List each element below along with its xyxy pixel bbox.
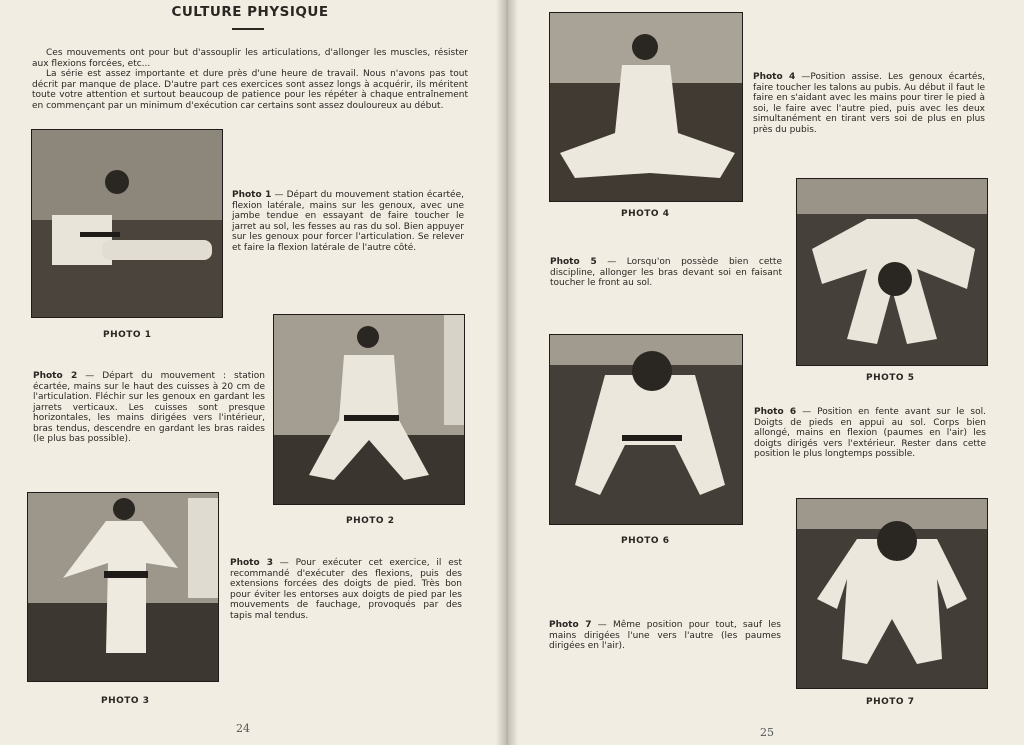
photo-4-image bbox=[549, 12, 743, 202]
intro-paragraph-2: La série est assez importante et dure près d'une heure de travail. Nous n'avons pas tout décrit par manque de place. D'autre part ces exercices sont assez longs à acquérir, ils méritent toute votre attention et surtout beaucoup de patience pour les répéter à chaque entraînement en commençant par un minimum d'exécution car certains sont assez douloureux au début. bbox=[32, 69, 468, 111]
photo-1-text: — Départ du mouvement station écartée, flexion latérale, mains sur les genoux, avec une jambe tendue en essayant de faire toucher le jarret au sol, les fesses au ras du sol. Bien appuyer sur les genoux pour forcer l'articulation. Se relever et faire la flexion latérale de l'autre côté. bbox=[232, 190, 464, 253]
photo-7-image bbox=[796, 498, 988, 689]
photo-2-lead: Photo 2 bbox=[33, 371, 78, 381]
photo-6-image bbox=[549, 334, 743, 525]
photo-3-image bbox=[27, 492, 219, 682]
photo-4-text: —Position assise. Les genoux écartés, faire toucher les talons au pubis. Au début il faut le faire en s'aidant avec les mains pour tirer le pied à soi, le faire avec l'autre pied, puis avec les deux simultanément en tirant vers soi de plus en plus près du pubis. bbox=[753, 72, 985, 135]
photo-1-image bbox=[31, 129, 223, 318]
page-number-left: 24 bbox=[236, 722, 250, 735]
intro-text bbox=[32, 48, 468, 111]
photo-1-lead: Photo 1 bbox=[232, 190, 272, 200]
photo-2-text: — Départ du mouvement : station écartée, mains sur le haut des cuisses à 20 cm de l'articulation. Fléchir sur les genoux en gardant les jarrets verticaux. Les cuisses sont presque horizontales, les mains dirigées vers l'intérieur, bras tendus, descendre en gardant les bras raides (le plus bas possible). bbox=[33, 371, 265, 444]
page-title: CULTURE PHYSIQUE bbox=[171, 4, 329, 20]
photo-7-description bbox=[549, 620, 781, 652]
photo-3-lead: Photo 3 bbox=[230, 558, 273, 568]
photo-1-caption: PHOTO 1 bbox=[103, 330, 152, 340]
page-number-right: 25 bbox=[760, 726, 774, 739]
photo-6-text: — Position en fente avant sur le sol. Doigts de pieds en appui au sol. Corps bien allongé, mains en flexion (paumes en l'air) les doigts dirigés vers l'extérieur. Rester dans cette position le plus longtemps possible. bbox=[754, 407, 986, 459]
photo-5-lead: Photo 5 bbox=[550, 257, 597, 267]
intro-paragraph-1: Ces mouvements ont pour but d'assouplir les articulations, d'allonger les muscles, résister aux flexions forcées, etc... bbox=[32, 48, 468, 69]
photo-4-description bbox=[753, 72, 985, 135]
photo-7-lead: Photo 7 bbox=[549, 620, 592, 630]
photo-2-description bbox=[33, 371, 265, 445]
photo-4-caption: PHOTO 4 bbox=[621, 209, 670, 219]
photo-3-text: — Pour exécuter cet exercice, il est recommandé d'exécuter des flexions, puis des extensions forcées des doigts de pied. Très bon pour éviter les entorses aux doigts de pied par les mouvements de fauchage, provoqués par des tapis mal tendus. bbox=[230, 558, 462, 621]
photo-6-caption: PHOTO 6 bbox=[621, 536, 670, 546]
photo-2-image bbox=[273, 314, 465, 505]
photo-7-text: — Même position pour tout, sauf les mains dirigées l'une vers l'autre (les paumes dirigées en l'air). bbox=[549, 620, 781, 651]
photo-5-text: — Lorsqu'on possède bien cette discipline, allonger les bras devant soi en faisant toucher le front au sol. bbox=[550, 257, 782, 288]
photo-5-caption: PHOTO 5 bbox=[866, 373, 915, 383]
photo-3-caption: PHOTO 3 bbox=[101, 696, 150, 706]
photo-4-lead: Photo 4 bbox=[753, 72, 796, 82]
photo-2-caption: PHOTO 2 bbox=[346, 516, 395, 526]
book-spine bbox=[496, 0, 518, 745]
photo-5-image bbox=[796, 178, 988, 366]
photo-6-description bbox=[754, 407, 986, 460]
photo-3-description bbox=[230, 558, 462, 621]
photo-1-description bbox=[232, 190, 464, 253]
photo-6-lead: Photo 6 bbox=[754, 407, 797, 417]
photo-5-description bbox=[550, 257, 782, 289]
photo-7-caption: PHOTO 7 bbox=[866, 697, 915, 707]
title-underline bbox=[232, 28, 264, 30]
